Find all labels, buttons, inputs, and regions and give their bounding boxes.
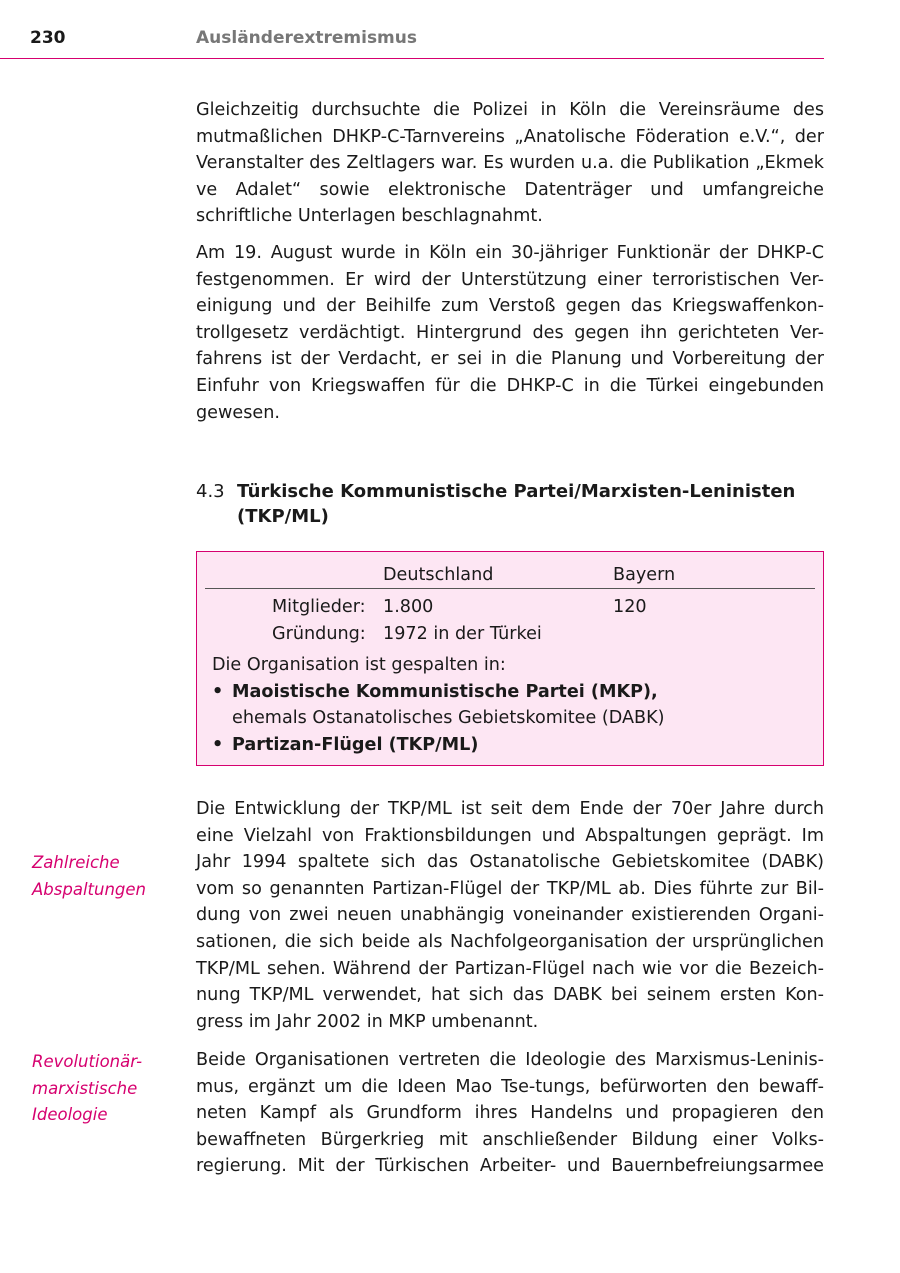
column-header-bavaria: Bayern — [613, 565, 676, 585]
text-line: Gleichzeitig durchsuchte die Polizei in Köln die Vereinsräume des — [196, 100, 824, 120]
page-header — [0, 0, 824, 59]
section-number: 4.3 — [196, 481, 225, 502]
org-item-partizan: Partizan-Flügel (TKP/ML) — [232, 735, 479, 755]
members-bavaria: 120 — [613, 597, 647, 617]
margin-note-abspaltungen — [32, 850, 146, 903]
paragraph-3 — [196, 796, 824, 1035]
text-line: vom so genannten Partizan-Flügel der TKP/ML ab. Dies führte zur Bil- — [196, 878, 824, 899]
section-title-line: (TKP/ML) — [237, 506, 329, 527]
text-line: mutmaßlichen DHKP-C-Tarnvereins „Anatolische Föderation e.V.“, der — [196, 126, 824, 147]
text-line: neten Kampf als Grundform ihres Handelns und propagieren den — [196, 1103, 824, 1124]
paragraph-1 — [196, 97, 824, 230]
text-line: Die Entwicklung der TKP/ML ist seit dem Ende der 70er Jahre durch — [196, 799, 824, 819]
running-title: Ausländerextremismus — [196, 28, 417, 48]
org-item-mkp: Maoistische Kommunistische Partei (MKP), — [232, 682, 658, 702]
text-line: Veranstalter des Zeltlagers war. Es wurden u.a. die Publikation „Ekmek — [196, 153, 824, 174]
text-line: Einfuhr von Kriegswaffen für die DHKP-C in die Türkei eingebunden — [196, 375, 824, 396]
divider — [205, 588, 815, 589]
text-line: mus, ergänzt um die Ideen Mao Tse-tungs, befürworten den bewaff- — [196, 1076, 824, 1097]
members-germany: 1.800 — [383, 597, 434, 617]
split-intro: Die Organisation ist gespalten in: — [212, 655, 506, 675]
text-line: bewaffneten Bürgerkrieg mit anschließender Bildung einer Volks- — [196, 1129, 824, 1150]
text-line: Beide Organisationen vertreten die Ideologie des Marxismus-Leninis- — [196, 1050, 824, 1070]
text-line: gress im Jahr 2002 in MKP umbenannt. — [196, 1011, 539, 1032]
paragraph-4 — [196, 1047, 824, 1180]
members-label: Mitglieder: — [272, 597, 366, 617]
margin-note-ideologie — [32, 1049, 142, 1129]
text-line: sationen, die sich beide als Nachfolgeorganisation der ursprünglichen — [196, 931, 824, 952]
text-line: trollgesetz verdächtigt. Hintergrund des gegen ihn gerichteten Ver- — [196, 322, 824, 343]
paragraph-2 — [196, 240, 824, 426]
margin-note-line: Revolutionär- — [32, 1052, 143, 1071]
margin-note-line: Zahlreiche — [32, 853, 120, 872]
margin-note-line: Ideologie — [32, 1105, 108, 1125]
section-title — [237, 479, 827, 529]
text-line: Am 19. August wurde in Köln ein 30-jähriger Funktionär der DHKP-C — [196, 243, 824, 263]
text-line: eine Vielzahl von Fraktionsbildungen und Abspaltungen geprägt. Im — [196, 825, 824, 846]
text-line: einigung und der Beihilfe zum Verstoß gegen das Kriegswaffenkon- — [196, 296, 824, 317]
margin-note-line: marxistische — [32, 1078, 138, 1098]
text-line: dung von zwei neuen unabhängig voneinander existierenden Organi- — [196, 905, 824, 926]
text-line: regierung. Mit der Türkischen Arbeiter- und Bauernbefreiungsarmee — [196, 1156, 824, 1177]
info-box — [196, 551, 824, 766]
founded-value: 1972 in der Türkei — [383, 624, 542, 644]
margin-note-line: Abspaltungen — [32, 879, 146, 899]
text-line: nung TKP/ML verwendet, hat sich das DABK bei seinem ersten Kon- — [196, 985, 824, 1006]
section-title-line: Türkische Kommunistische Partei/Marxisten-Leninisten — [237, 481, 796, 502]
text-line: fahrens ist der Verdacht, er sei in die Planung und Vorbereitung der — [196, 349, 824, 370]
text-line: schriftliche Unterlagen beschlagnahmt. — [196, 206, 543, 227]
column-header-germany: Deutschland — [383, 565, 494, 585]
text-line: Jahr 1994 spaltete sich das Ostanatolische Gebietskomitee (DABK) — [196, 852, 824, 873]
founded-label: Gründung: — [272, 624, 366, 644]
page-number: 230 — [30, 28, 66, 48]
bullet: • — [212, 735, 224, 755]
bullet: • — [212, 682, 224, 702]
org-item-mkp-sub: ehemals Ostanatolisches Gebietskomitee (DABK) — [232, 708, 665, 728]
text-line: gewesen. — [196, 402, 280, 423]
text-line: festgenommen. Er wird der Unterstützung einer terroristischen Ver- — [196, 269, 824, 290]
text-line: ve Adalet“ sowie elektronische Datenträger und umfangreiche — [196, 179, 824, 200]
text-line: TKP/ML sehen. Während der Partizan-Flügel nach wie vor die Bezeich- — [196, 958, 824, 979]
